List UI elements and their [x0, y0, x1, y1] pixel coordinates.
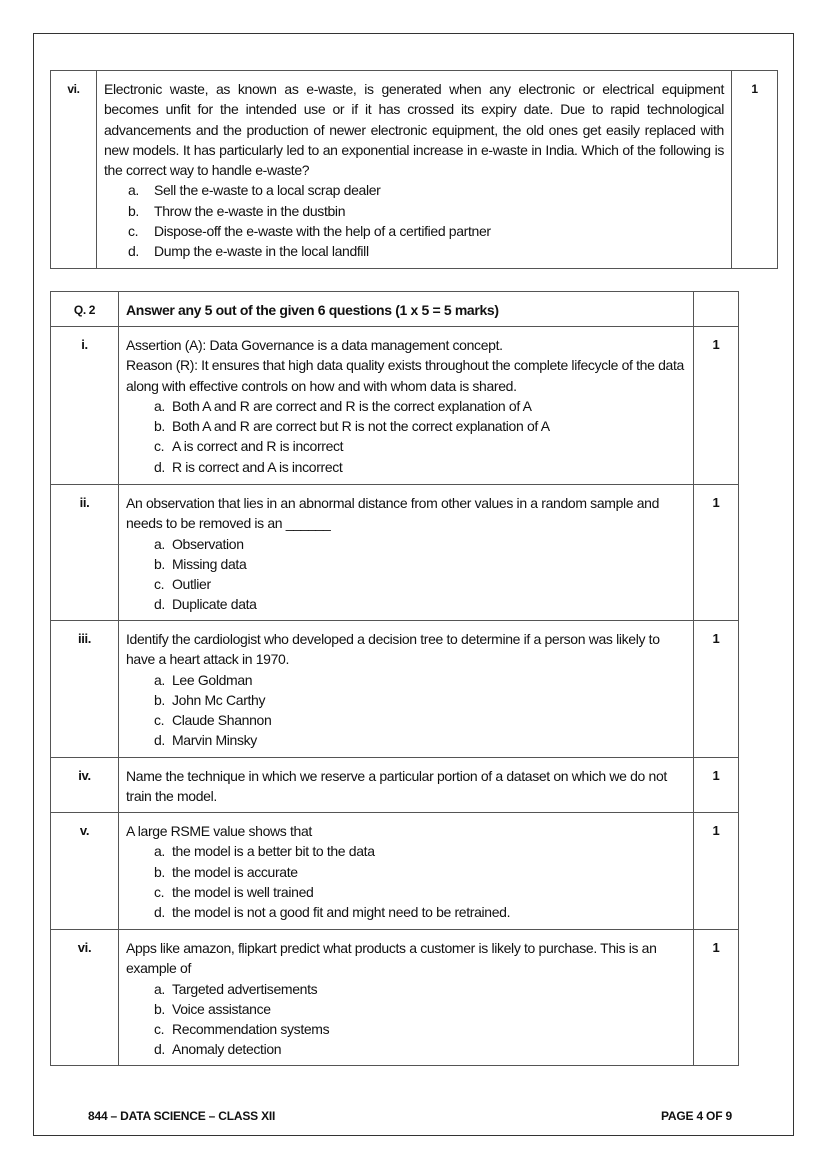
question-row: [51, 758, 739, 813]
question-text: Identify the cardiologist who developed a decision tree to determine if a person was likely to have a heart attack in 1970.: [126, 631, 660, 668]
question-number: i.: [51, 327, 119, 485]
options-list: [126, 979, 686, 1060]
question-text: Reason (R): It ensures that high data quality exists throughout the complete lifecycle of the data along with effective controls on how and with whom data is shared.: [126, 357, 684, 394]
option-text: Both A and R are correct but R is not the correct explanation of A: [172, 418, 550, 435]
option: [154, 999, 686, 1019]
option-text: Voice assistance: [172, 1000, 271, 1017]
option-text: Throw the e-waste in the dustbin: [154, 202, 346, 219]
option-letter: d.: [154, 732, 165, 749]
options-list: [126, 396, 686, 477]
option-letter: a.: [154, 980, 165, 997]
option: [128, 241, 724, 261]
option: [154, 396, 686, 416]
option-text: Claude Shannon: [172, 712, 272, 729]
option: [154, 841, 686, 861]
option: [154, 1019, 686, 1039]
question-text: An observation that lies in an abnormal distance from other values in a random sample and needs to be removed is an ______: [126, 495, 660, 532]
option-text: Missing data: [172, 555, 247, 572]
options-list: [126, 670, 686, 751]
option-text: Dispose-off the e-waste with the help of a certified partner: [154, 223, 491, 240]
option: [154, 574, 686, 594]
option-letter: c.: [154, 883, 165, 900]
marks: 1: [694, 930, 739, 1066]
question-text: Electronic waste, as known as e-waste, is generated when any electronic or electrical equipment becomes unfit for the intended use or if it has crossed its expiry date. Due to rapid technological advancements and the production of newer electronic equipment, the old ones get easily replaced with new models. It has particularly led to an exponential increase in e-waste in India. Which of the following is the correct way to handle e-waste?: [104, 81, 724, 179]
option-text: Duplicate data: [172, 596, 257, 613]
option-letter: b.: [154, 691, 165, 708]
question-number: vi.: [51, 930, 119, 1066]
question-text: Assertion (A): Data Governance is a data management concept.: [126, 337, 503, 353]
option-letter: b.: [154, 418, 165, 435]
option-text: Sell the e-waste to a local scrap dealer: [154, 182, 381, 199]
option-letter: a.: [128, 182, 139, 199]
option: [154, 670, 686, 690]
option: [154, 882, 686, 902]
option-text: Lee Goldman: [172, 671, 253, 688]
marks: 1: [694, 327, 739, 485]
question-number: vi.: [51, 71, 97, 269]
option-letter: c.: [154, 712, 165, 729]
option-letter: a.: [154, 397, 165, 414]
question-text: Name the technique in which we reserve a particular portion of a dataset on which we do not train the model.: [126, 768, 667, 805]
option: [154, 416, 686, 436]
question-body: [119, 758, 694, 813]
marks: 1: [694, 621, 739, 758]
option-letter: a.: [154, 535, 165, 552]
options-list: [126, 841, 686, 922]
question-body: [119, 327, 694, 485]
question-number: ii.: [51, 485, 119, 621]
question-body: [97, 71, 732, 269]
options-list: [126, 534, 686, 615]
option-text: Anomaly detection: [172, 1041, 282, 1058]
option-text: Outlier: [172, 576, 211, 593]
option: [128, 201, 724, 221]
option: [154, 457, 686, 477]
question-number: iv.: [51, 758, 119, 813]
option-letter: c.: [154, 438, 165, 455]
option: [154, 730, 686, 750]
option-text: Recommendation systems: [172, 1021, 330, 1038]
option-letter: b.: [154, 555, 165, 572]
question-text: A large RSME value shows that: [126, 823, 312, 839]
footer-subject: 844 – DATA SCIENCE – CLASS XII: [88, 1109, 276, 1123]
option-text: Dump the e-waste in the local landfill: [154, 243, 369, 260]
marks: 1: [694, 813, 739, 930]
option-text: Observation: [172, 535, 244, 552]
option: [154, 862, 686, 882]
option: [154, 594, 686, 614]
question-number: v.: [51, 813, 119, 930]
option-text: Targeted advertisements: [172, 980, 318, 997]
option-letter: a.: [154, 671, 165, 688]
option-text: A is correct and R is incorrect: [172, 438, 344, 455]
question-body: [119, 813, 694, 930]
question-text: Apps like amazon, flipkart predict what products a customer is likely to purchase. This is an example of: [126, 940, 657, 977]
option-text: Marvin Minsky: [172, 732, 257, 749]
question-row: [51, 621, 739, 758]
marks-empty: [694, 292, 739, 327]
option-letter: d.: [154, 458, 165, 475]
option: [154, 690, 686, 710]
option: [154, 979, 686, 999]
option: [154, 902, 686, 922]
option-letter: c.: [154, 1021, 165, 1038]
option: [154, 710, 686, 730]
option-letter: d.: [154, 1041, 165, 1058]
option: [154, 436, 686, 456]
option-text: R is correct and A is incorrect: [172, 458, 343, 475]
question-row: [51, 930, 739, 1066]
question-body: [119, 621, 694, 758]
option-letter: b.: [154, 1000, 165, 1017]
marks: 1: [694, 485, 739, 621]
option-text: the model is well trained: [172, 883, 314, 900]
question-row: [51, 813, 739, 930]
question-number: Q. 2: [51, 292, 119, 327]
option-text: John Mc Carthy: [172, 691, 266, 708]
marks: 1: [694, 758, 739, 813]
option-letter: d.: [128, 243, 139, 260]
option-text: the model is accurate: [172, 863, 298, 880]
option-letter: b.: [128, 202, 139, 219]
marks: 1: [732, 71, 778, 269]
option-text: the model is not a good fit and might need to be retrained.: [172, 904, 511, 921]
option-letter: a.: [154, 843, 165, 860]
question-1-vi-table: [50, 70, 778, 269]
option-letter: b.: [154, 863, 165, 880]
section-instruction: Answer any 5 out of the given 6 questions (1 x 5 = 5 marks): [119, 292, 694, 327]
question-body: [119, 485, 694, 621]
footer-page-number: PAGE 4 OF 9: [661, 1109, 732, 1123]
question-row: [51, 327, 739, 485]
option-letter: d.: [154, 596, 165, 613]
option: [128, 180, 724, 200]
option: [154, 534, 686, 554]
option-letter: c.: [128, 223, 139, 240]
options-list: [104, 180, 724, 261]
option: [154, 554, 686, 574]
option-letter: c.: [154, 576, 165, 593]
option: [128, 221, 724, 241]
question-2-table: [50, 291, 739, 1066]
option: [154, 1039, 686, 1059]
option-text: the model is a better bit to the data: [172, 843, 375, 860]
question-row: [51, 485, 739, 621]
option-letter: d.: [154, 904, 165, 921]
question-number: iii.: [51, 621, 119, 758]
option-text: Both A and R are correct and R is the correct explanation of A: [172, 397, 532, 414]
question-body: [119, 930, 694, 1066]
